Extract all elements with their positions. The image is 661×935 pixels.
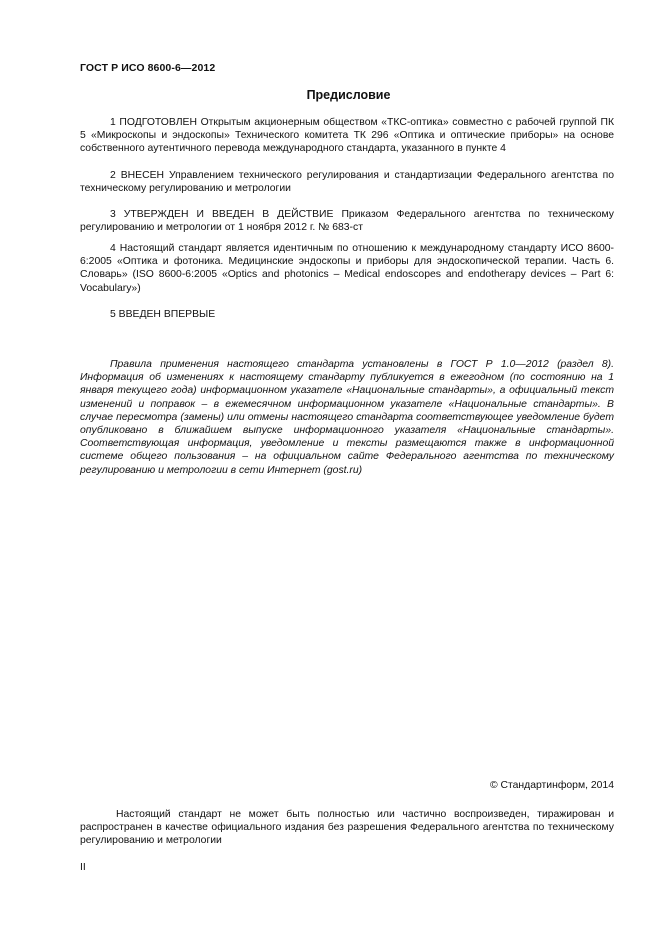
foreword-paragraph-2: 2 ВНЕСЕН Управлением технического регулирования и стандартизации Федерального агентства по техническому регулированию и метрологии	[80, 170, 614, 195]
standard-code-header: ГОСТ Р ИСО 8600-6—2012	[80, 62, 216, 74]
foreword-paragraph-5: 5 ВВЕДЕН ВПЕРВЫЕ	[110, 309, 216, 320]
copyright-line: © Стандартинформ, 2014	[489, 780, 614, 791]
application-rules-note: Правила применения настоящего стандарта установлены в ГОСТ Р 1.0—2012 (раздел 8). Информация об изменениях к настоящему стандарту публикуется в ежегодном (по состоянию на 1 января текущего года) информационном указателе «Национальные стандарты», а официальный текст изменений и поправок – в ежемесячном информационном указателе «Национальные стандарты». В случае пересмотра (замены) или отмены настоящего стандарта соответствующее уведомление будет опубликовано в ближайшем выпуске информационного указателя «Национальные стандарты». Соответствующая информация, уведомление и тексты размещаются также в информационной системе общего пользования – на официальном сайте Федерального агентства по техническому регулированию и метрологии в сети Интернет (gost.ru)	[80, 359, 614, 476]
foreword-paragraph-3: 3 УТВЕРЖДЕН И ВВЕДЕН В ДЕЙСТВИЕ Приказом Федерального агентства по техническому регулированию и метрологии от 1 ноября 2012 г. № 683-ст	[80, 209, 614, 234]
rights-notice: Настоящий стандарт не может быть полностью или частично воспроизведен, тиражирован и распространен в качестве официального издания без разрешения Федерального агентства по техническому регулированию и метрологии	[80, 809, 614, 847]
page-number: II	[80, 862, 86, 873]
foreword-title: Предисловие	[306, 88, 391, 102]
foreword-paragraph-1: 1 ПОДГОТОВЛЕН Открытым акционерным обществом «ТКС-оптика» совместно с рабочей группой ПК 5 «Микроскопы и эндоскопы» Технического комитета ТК 296 «Оптика и оптические приборы» на основе собственного аутентичного перевода международного стандарта, указанного в пункте 4	[80, 117, 614, 155]
foreword-paragraph-4: 4 Настоящий стандарт является идентичным по отношению к международному стандарту ИСО 8600-6:2005 «Оптика и фотоника. Медицинские эндоскопы и приборы для эндоскопической терапии. Часть 6. Словарь» (ISO 8600-6:2005 «Optics and photonics – Medical endoscopes and endotherapy devices – Part 6: Vocabulary»)	[80, 243, 614, 294]
